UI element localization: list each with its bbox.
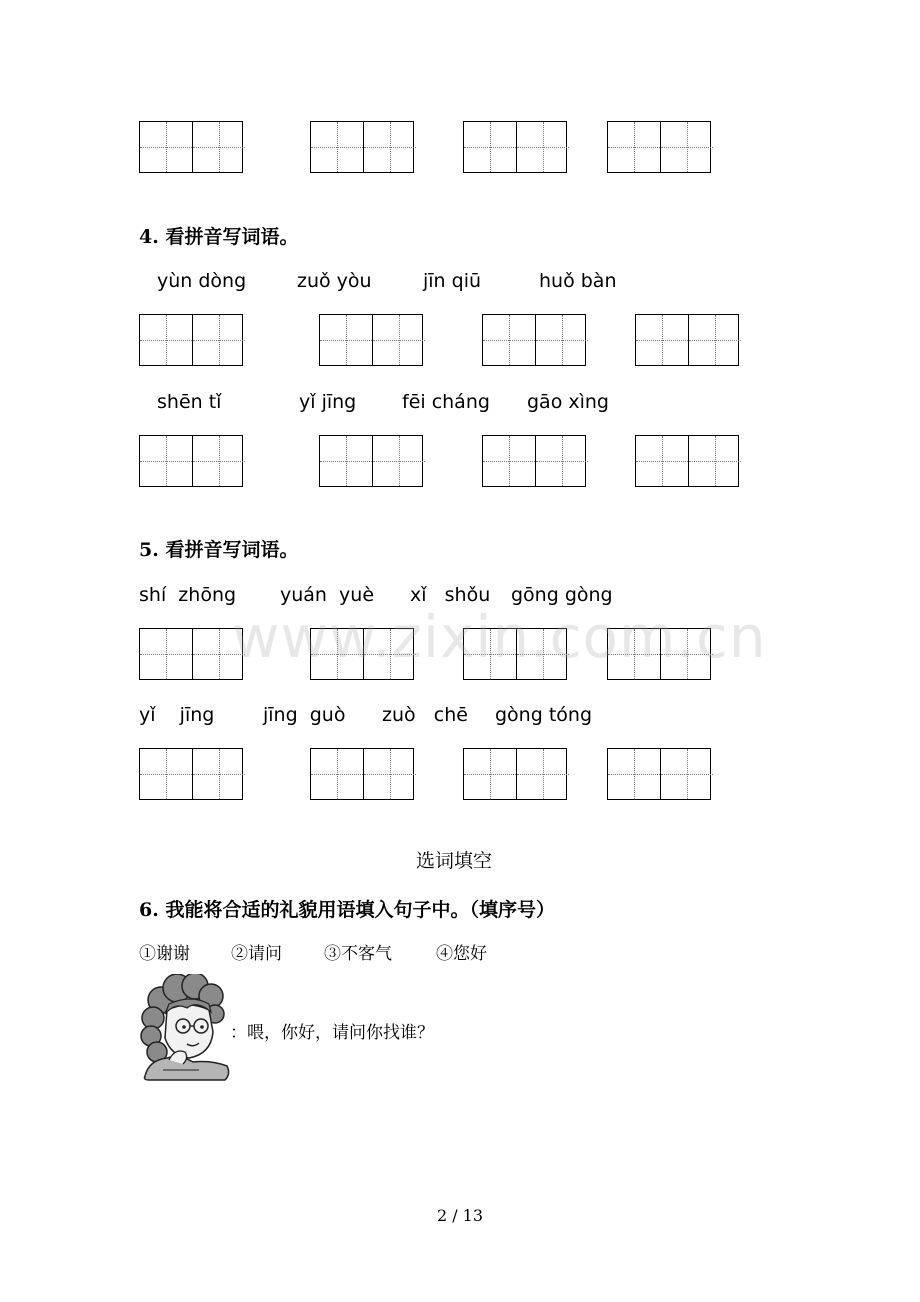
writing-box bbox=[139, 121, 243, 173]
pinyin-label: gāo xìng bbox=[527, 391, 609, 413]
pinyin-label: jīn qiū bbox=[423, 270, 482, 292]
option-3: ③不客气 bbox=[324, 944, 392, 964]
pinyin-label: fēi cháng bbox=[402, 391, 490, 413]
pinyin-label: shēn tǐ bbox=[157, 391, 222, 413]
writing-box bbox=[463, 121, 567, 173]
writing-box bbox=[319, 435, 423, 487]
writing-box bbox=[607, 748, 711, 800]
pinyin-label: yǐ jīng bbox=[299, 391, 357, 413]
option-1: ①谢谢 bbox=[139, 944, 190, 964]
dialog-text: ：喂，你好，请问你找谁？ bbox=[230, 1023, 434, 1043]
watermark: www.zixin.com.cn bbox=[232, 603, 767, 671]
writing-box bbox=[139, 435, 243, 487]
pinyin-label: zuǒ yòu bbox=[297, 270, 372, 292]
page-number: 2 / 13 bbox=[436, 1206, 484, 1225]
pinyin-label: yuán yuè bbox=[280, 584, 375, 606]
writing-box bbox=[482, 314, 586, 366]
question-6-title: 6. 我能将合适的礼貌用语填入句子中。（填序号） bbox=[139, 899, 555, 921]
pinyin-label: gōng gòng bbox=[511, 584, 613, 606]
pinyin-label: yǐ jīng bbox=[139, 704, 215, 726]
writing-box bbox=[482, 435, 586, 487]
writing-box bbox=[607, 121, 711, 173]
pinyin-label: shí zhōng bbox=[139, 584, 237, 606]
pinyin-label: gòng tóng bbox=[495, 704, 593, 726]
question-5-title: 5. 看拼音写词语。 bbox=[139, 539, 299, 561]
pinyin-label: zuò chē bbox=[382, 704, 468, 726]
pinyin-label: yùn dòng bbox=[157, 270, 247, 292]
pinyin-label: xǐ shǒu bbox=[410, 584, 491, 606]
pinyin-label: jīng guò bbox=[263, 704, 346, 726]
girl-illustration bbox=[139, 974, 233, 1084]
writing-box bbox=[310, 748, 414, 800]
option-2: ②请问 bbox=[231, 944, 282, 964]
writing-box bbox=[319, 314, 423, 366]
pinyin-label: huǒ bàn bbox=[539, 270, 617, 292]
section-title: 选词填空 bbox=[416, 850, 493, 872]
option-4: ④您好 bbox=[436, 944, 487, 964]
writing-box bbox=[635, 435, 739, 487]
writing-box bbox=[139, 628, 243, 680]
writing-box bbox=[463, 748, 567, 800]
writing-box bbox=[139, 748, 243, 800]
writing-box bbox=[310, 121, 414, 173]
question-4-title: 4. 看拼音写词语。 bbox=[139, 226, 299, 248]
writing-box bbox=[635, 314, 739, 366]
writing-box bbox=[139, 314, 243, 366]
